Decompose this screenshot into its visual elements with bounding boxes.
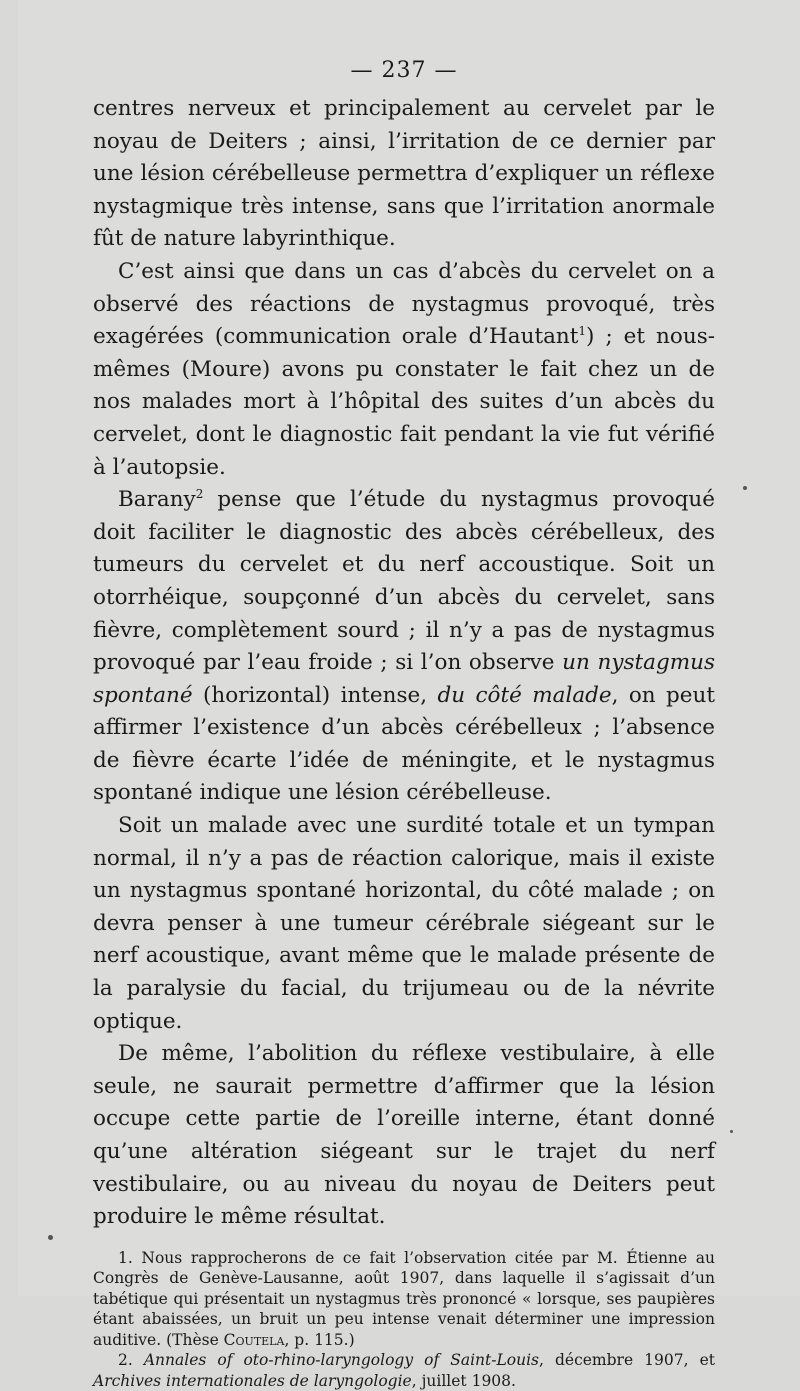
paper-speck (730, 1130, 733, 1133)
footnote-2-text-b: , juillet 1908. (411, 1371, 516, 1390)
footnote-1-marker: 1. (118, 1248, 133, 1267)
footnote-1 (93, 1248, 715, 1351)
scanned-page (18, 0, 800, 1390)
paragraph-3-text-d: , on peut affirmer l’existence d’un abcès cérébelleux ; l’absence de fièvre écarte l’idée de méningite, et le nystagmus spontané indique une lésion cérébelleuse. (93, 682, 715, 806)
paragraph-2-text-a: C’est ainsi que dans un cas d’abcès du cervelet on a observé des réactions de nystagmus provoqué, très exagérées (communication orale d’Hautant (93, 258, 715, 350)
paragraph-3-emphasis-1: un nystagmus spontané (93, 650, 715, 708)
paragraph-1: centres nerveux et principalement au cervelet par le noyau de Deiters ; ainsi, l’irritation de ce dernier par une lésion cérébelleuse permettra d’expliquer un réflexe nystagmique très intense, sans que l’irritation anormale fût de nature labyrinthique. (93, 96, 715, 252)
footnote-2-marker: 2. (118, 1351, 133, 1370)
footnote-1-author: Coutela (223, 1330, 285, 1349)
footnote-2 (93, 1350, 715, 1391)
paragraph-4: Soit un malade avec une surdité totale et un tympan normal, il n’y a pas de réaction calorique, mais il existe un nystagmus spontané horizontal, du côté malade ; on devra penser à une tumeur cérébrale siégeant sur le nerf acoustique, avant même que le malade présente de la paralysie du facial, du trijumeau ou de la névrite optique. (93, 813, 715, 1034)
paragraph-5: De même, l’abolition du réflexe vestibulaire, à elle seule, ne saurait permettre d’affirmer que la lésion occupe cette partie de l’oreille interne, étant donné qu’une altération siégeant sur le trajet du nerf vestibulaire, ou au niveau du noyau de Deiters peut produire le même résultat. (93, 1041, 715, 1230)
footnotes (93, 1248, 715, 1391)
paper-speck (48, 1235, 53, 1240)
footnote-1-text-a: Nous rapprocherons de ce fait l’observation citée par M. Étienne au Congrès de Genève-Lausanne, août 1907, dans laquelle il s’agissait d’un tabétique qui présentait un nystagmus très prononcé « lorsque, ses paupières étant abaissées, un bruit un peu intense venait déterminer une impression auditive. (Thèse (93, 1248, 715, 1349)
footnote-ref-2: 2 (195, 486, 204, 501)
paragraph-3-text-b: pense que l’étude du nystagmus provoqué doit faciliter le diagnostic des abcès cérébelleux, des tumeurs du cervelet et du nerf accoustique. Soit un otorrhéique, soupçonné d’un abcès du cervelet, sans fièvre, complètement sourd ; il n’y a pas de nystagmus provoqué par l’eau froide ; si l’on observe (93, 487, 715, 676)
paragraph-2-text-b: ) ; et nous-mêmes (Moure) avons pu constater le fait chez un de nos malades mort à l’hôpital des suites d’un abcès du cervelet, dont le diagnostic fait pendant la vie fut vérifié à l’autopsie. (93, 324, 715, 480)
page-number: — 237 — (350, 58, 458, 83)
paragraph-3 (93, 484, 715, 810)
paragraph-3-emphasis-2: du côté malade (437, 682, 612, 708)
paper-speck (743, 486, 747, 490)
footnote-2-journal-1: Annales of oto-rhino-laryngology of Saint-Louis (143, 1351, 540, 1370)
footnote-2-journal-2: Archives internationales de laryngologie (93, 1371, 412, 1390)
paragraph-3-text-c: (horizontal) intense, (192, 682, 438, 708)
footnote-1-text-b: , p. 115.) (284, 1330, 355, 1349)
paragraph-2 (93, 256, 715, 484)
paragraph-3-text-a: Barany (118, 487, 196, 513)
page-content (93, 58, 715, 1391)
footnote-ref-1: 1 (578, 324, 587, 338)
footnote-2-text-a: , décembre 1907, et (539, 1351, 715, 1370)
